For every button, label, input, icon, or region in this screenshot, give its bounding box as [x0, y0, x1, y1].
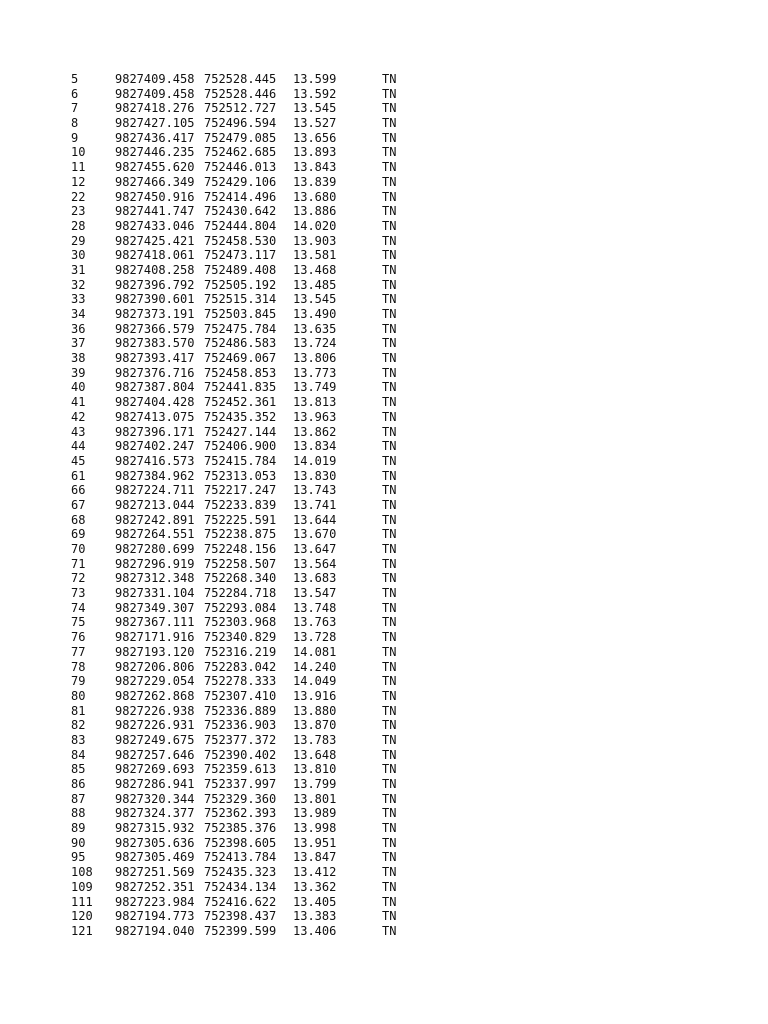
point-code-cell: TN [382, 512, 397, 527]
elevation-cell: 13.763 [293, 615, 337, 630]
point-id-cell: 70 [71, 542, 86, 556]
easting-cell: 752336.903 [204, 718, 277, 733]
elevation-cell: 13.870 [293, 718, 337, 733]
point-code-cell: TN [382, 262, 397, 277]
point-id-cell: 82 [71, 718, 86, 733]
northing-cell: 9827269.693 [115, 762, 195, 777]
point-code-cell: TN [382, 894, 397, 909]
northing-cell: 9827418.061 [115, 248, 195, 263]
easting-cell: 752462.685 [204, 145, 277, 160]
point-code-cell: TN [382, 174, 397, 189]
easting-cell: 752458.530 [204, 233, 277, 248]
point-code-cell: TN [382, 86, 397, 101]
elevation-cell: 13.839 [293, 174, 337, 189]
point-id-cell: 61 [71, 468, 86, 483]
easting-cell: 752248.156 [204, 542, 277, 556]
easting-cell: 752406.900 [204, 439, 277, 454]
point-id-cell: 73 [71, 586, 86, 601]
point-code-cell: TN [382, 791, 397, 806]
point-id-cell: 12 [71, 174, 86, 189]
point-code-cell: TN [382, 542, 397, 556]
northing-cell: 9827226.938 [115, 703, 195, 718]
point-id-cell: 108 [71, 865, 93, 880]
easting-cell: 752284.718 [204, 586, 277, 601]
elevation-cell: 13.405 [293, 894, 337, 909]
northing-cell: 9827257.646 [115, 747, 195, 762]
point-code-cell: TN [382, 777, 397, 791]
northing-cell: 9827242.891 [115, 512, 195, 527]
easting-cell: 752414.496 [204, 189, 277, 204]
point-id-cell: 10 [71, 145, 86, 160]
point-code-cell: TN [382, 835, 397, 850]
point-id-cell: 39 [71, 365, 86, 380]
elevation-cell: 13.680 [293, 189, 337, 204]
northing-cell: 9827249.675 [115, 732, 195, 747]
northing-cell: 9827418.276 [115, 101, 195, 116]
point-id-cell: 90 [71, 835, 86, 850]
point-code-cell: TN [382, 644, 397, 659]
northing-cell: 9827409.458 [115, 86, 195, 101]
point-code-cell: TN [382, 277, 397, 292]
easting-cell: 752313.053 [204, 468, 277, 483]
northing-cell: 9827194.040 [115, 923, 195, 938]
northing-cell: 9827223.984 [115, 894, 195, 909]
northing-cell: 9827264.551 [115, 527, 195, 542]
northing-cell: 9827387.804 [115, 380, 195, 395]
easting-cell: 752496.594 [204, 116, 277, 131]
northing-cell: 9827194.773 [115, 909, 195, 924]
easting-cell: 752413.784 [204, 850, 277, 865]
northing-cell: 9827251.569 [115, 865, 195, 880]
point-id-cell: 77 [71, 644, 86, 659]
elevation-cell: 13.880 [293, 703, 337, 718]
point-code-cell: TN [382, 615, 397, 630]
point-code-cell: TN [382, 439, 397, 454]
northing-cell: 9827396.171 [115, 424, 195, 439]
easting-cell: 752444.804 [204, 218, 277, 233]
easting-cell: 752337.997 [204, 777, 277, 791]
point-id-cell: 37 [71, 336, 86, 351]
point-code-cell: TN [382, 630, 397, 645]
easting-cell: 752505.192 [204, 277, 277, 292]
easting-cell: 752336.889 [204, 703, 277, 718]
elevation-cell: 13.748 [293, 600, 337, 615]
point-id-cell: 30 [71, 248, 86, 263]
northing-cell: 9827404.428 [115, 395, 195, 410]
point-code-cell: TN [382, 703, 397, 718]
northing-cell: 9827441.747 [115, 204, 195, 219]
easting-cell: 752377.372 [204, 732, 277, 747]
point-id-cell: 121 [71, 923, 93, 938]
point-code-cell: TN [382, 762, 397, 777]
easting-cell: 752435.323 [204, 865, 277, 880]
elevation-cell: 13.490 [293, 307, 337, 321]
point-id-cell: 44 [71, 439, 86, 454]
easting-cell: 752441.835 [204, 380, 277, 395]
northing-cell: 9827433.046 [115, 218, 195, 233]
northing-cell: 9827252.351 [115, 879, 195, 894]
easting-cell: 752458.853 [204, 365, 277, 380]
point-code-cell: TN [382, 248, 397, 263]
northing-cell: 9827393.417 [115, 351, 195, 366]
easting-cell: 752238.875 [204, 527, 277, 542]
easting-cell: 752486.583 [204, 336, 277, 351]
northing-cell: 9827408.258 [115, 262, 195, 277]
elevation-cell: 13.564 [293, 556, 337, 571]
point-code-cell: TN [382, 821, 397, 836]
point-code-cell: TN [382, 806, 397, 821]
point-id-cell: 74 [71, 600, 86, 615]
elevation-cell: 13.813 [293, 395, 337, 410]
point-id-cell: 109 [71, 879, 93, 894]
northing-cell: 9827296.919 [115, 556, 195, 571]
northing-cell: 9827224.711 [115, 483, 195, 498]
elevation-cell: 13.485 [293, 277, 337, 292]
northing-cell: 9827396.792 [115, 277, 195, 292]
elevation-cell: 13.648 [293, 747, 337, 762]
elevation-cell: 13.644 [293, 512, 337, 527]
point-code-cell: TN [382, 395, 397, 410]
point-code-cell: TN [382, 600, 397, 615]
elevation-cell: 13.830 [293, 468, 337, 483]
point-id-cell: 76 [71, 630, 86, 645]
elevation-cell: 13.741 [293, 497, 337, 512]
point-id-cell: 43 [71, 424, 86, 439]
point-id-cell: 85 [71, 762, 86, 777]
elevation-cell: 13.806 [293, 351, 337, 366]
elevation-cell: 13.592 [293, 86, 337, 101]
point-id-cell: 33 [71, 292, 86, 307]
point-code-cell: TN [382, 732, 397, 747]
point-code-cell: TN [382, 130, 397, 145]
point-code-cell: TN [382, 189, 397, 204]
point-code-cell: TN [382, 865, 397, 880]
elevation-cell: 13.724 [293, 336, 337, 351]
elevation-cell: 13.963 [293, 409, 337, 424]
easting-cell: 752415.784 [204, 453, 277, 468]
point-code-cell: TN [382, 556, 397, 571]
elevation-cell: 13.527 [293, 116, 337, 131]
elevation-cell: 13.903 [293, 233, 337, 248]
point-id-cell: 88 [71, 806, 86, 821]
elevation-cell: 13.773 [293, 365, 337, 380]
easting-cell: 752469.067 [204, 351, 277, 366]
northing-cell: 9827402.247 [115, 439, 195, 454]
point-id-cell: 69 [71, 527, 86, 542]
point-code-cell: TN [382, 850, 397, 865]
point-code-cell: TN [382, 204, 397, 219]
point-code-cell: TN [382, 483, 397, 498]
northing-cell: 9827409.458 [115, 72, 195, 86]
point-code-cell: TN [382, 688, 397, 703]
northing-cell: 9827416.573 [115, 453, 195, 468]
point-id-cell: 29 [71, 233, 86, 248]
northing-cell: 9827373.191 [115, 307, 195, 321]
point-code-cell: TN [382, 218, 397, 233]
elevation-cell: 13.383 [293, 909, 337, 924]
point-id-cell: 95 [71, 850, 86, 865]
point-id-cell: 8 [71, 116, 79, 131]
northing-cell: 9827383.570 [115, 336, 195, 351]
elevation-cell: 13.893 [293, 145, 337, 160]
northing-cell: 9827436.417 [115, 130, 195, 145]
easting-cell: 752303.968 [204, 615, 277, 630]
point-code-cell: TN [382, 747, 397, 762]
northing-cell: 9827390.601 [115, 292, 195, 307]
northing-cell: 9827206.806 [115, 659, 195, 674]
northing-cell: 9827427.105 [115, 116, 195, 131]
point-id-cell: 5 [71, 72, 79, 86]
easting-cell: 752430.642 [204, 204, 277, 219]
easting-cell: 752385.376 [204, 821, 277, 836]
point-code-cell: TN [382, 101, 397, 116]
point-id-cell: 31 [71, 262, 86, 277]
northing-cell: 9827229.054 [115, 674, 195, 689]
northing-cell: 9827367.111 [115, 615, 195, 630]
point-id-cell: 84 [71, 747, 86, 762]
elevation-cell: 13.545 [293, 292, 337, 307]
easting-cell: 752416.622 [204, 894, 277, 909]
point-id-cell: 86 [71, 777, 86, 791]
easting-cell: 752268.340 [204, 571, 277, 586]
northing-cell: 9827171.916 [115, 630, 195, 645]
elevation-cell: 14.020 [293, 218, 337, 233]
elevation-cell: 13.656 [293, 130, 337, 145]
elevation-cell: 13.749 [293, 380, 337, 395]
easting-cell: 752398.605 [204, 835, 277, 850]
point-id-cell: 66 [71, 483, 86, 498]
easting-cell: 752362.393 [204, 806, 277, 821]
northing-cell: 9827280.699 [115, 542, 195, 556]
easting-cell: 752278.333 [204, 674, 277, 689]
elevation-cell: 13.647 [293, 542, 337, 556]
point-code-cell: TN [382, 160, 397, 175]
point-code-cell: TN [382, 233, 397, 248]
easting-cell: 752479.085 [204, 130, 277, 145]
northing-cell: 9827455.620 [115, 160, 195, 175]
northing-cell: 9827376.716 [115, 365, 195, 380]
elevation-cell: 14.049 [293, 674, 337, 689]
point-id-cell: 67 [71, 497, 86, 512]
northing-cell: 9827193.120 [115, 644, 195, 659]
easting-cell: 752225.591 [204, 512, 277, 527]
easting-cell: 752316.219 [204, 644, 277, 659]
point-code-cell: TN [382, 321, 397, 336]
point-code-cell: TN [382, 879, 397, 894]
point-id-cell: 68 [71, 512, 86, 527]
easting-cell: 752293.084 [204, 600, 277, 615]
easting-cell: 752359.613 [204, 762, 277, 777]
elevation-cell: 13.862 [293, 424, 337, 439]
elevation-cell: 13.581 [293, 248, 337, 263]
point-code-cell: TN [382, 307, 397, 321]
elevation-cell: 13.362 [293, 879, 337, 894]
elevation-cell: 13.412 [293, 865, 337, 880]
point-id-cell: 41 [71, 395, 86, 410]
easting-cell: 752512.727 [204, 101, 277, 116]
point-code-cell: TN [382, 453, 397, 468]
point-id-cell: 45 [71, 453, 86, 468]
easting-cell: 752399.599 [204, 923, 277, 938]
point-id-cell: 87 [71, 791, 86, 806]
northing-cell: 9827286.941 [115, 777, 195, 791]
point-code-cell: TN [382, 145, 397, 160]
northing-cell: 9827466.349 [115, 174, 195, 189]
point-id-cell: 83 [71, 732, 86, 747]
northing-cell: 9827305.636 [115, 835, 195, 850]
point-code-cell: TN [382, 527, 397, 542]
point-code-cell: TN [382, 586, 397, 601]
point-code-cell: TN [382, 336, 397, 351]
easting-cell: 752217.247 [204, 483, 277, 498]
easting-cell: 752429.106 [204, 174, 277, 189]
easting-cell: 752489.408 [204, 262, 277, 277]
northing-cell: 9827213.044 [115, 497, 195, 512]
point-id-cell: 9 [71, 130, 79, 145]
point-code-cell: TN [382, 468, 397, 483]
point-id-cell: 11 [71, 160, 86, 175]
point-id-cell: 38 [71, 351, 86, 366]
easting-cell: 752258.507 [204, 556, 277, 571]
northing-cell: 9827446.235 [115, 145, 195, 160]
point-id-cell: 81 [71, 703, 86, 718]
elevation-cell: 13.989 [293, 806, 337, 821]
easting-cell: 752435.352 [204, 409, 277, 424]
point-id-cell: 32 [71, 277, 86, 292]
elevation-cell: 13.916 [293, 688, 337, 703]
elevation-cell: 13.799 [293, 777, 337, 791]
elevation-cell: 14.081 [293, 644, 337, 659]
elevation-cell: 13.843 [293, 160, 337, 175]
point-id-cell: 22 [71, 189, 86, 204]
elevation-cell: 13.743 [293, 483, 337, 498]
elevation-cell: 13.783 [293, 732, 337, 747]
point-id-cell: 89 [71, 821, 86, 836]
northing-cell: 9827450.916 [115, 189, 195, 204]
northing-cell: 9827384.962 [115, 468, 195, 483]
elevation-cell: 13.468 [293, 262, 337, 277]
northing-cell: 9827366.579 [115, 321, 195, 336]
point-code-cell: TN [382, 497, 397, 512]
point-code-cell: TN [382, 409, 397, 424]
point-id-cell: 111 [71, 894, 93, 909]
point-id-cell: 7 [71, 101, 79, 116]
elevation-cell: 14.240 [293, 659, 337, 674]
point-id-cell: 72 [71, 571, 86, 586]
point-code-cell: TN [382, 424, 397, 439]
easting-cell: 752528.445 [204, 72, 277, 86]
point-id-cell: 40 [71, 380, 86, 395]
point-id-cell: 6 [71, 86, 79, 101]
point-id-cell: 71 [71, 556, 86, 571]
elevation-cell: 13.801 [293, 791, 337, 806]
easting-cell: 752340.829 [204, 630, 277, 645]
easting-cell: 752434.134 [204, 879, 277, 894]
point-id-cell: 34 [71, 307, 86, 321]
easting-cell: 752427.144 [204, 424, 277, 439]
point-code-cell: TN [382, 674, 397, 689]
elevation-cell: 13.635 [293, 321, 337, 336]
point-code-cell: TN [382, 380, 397, 395]
elevation-cell: 13.547 [293, 586, 337, 601]
northing-cell: 9827305.469 [115, 850, 195, 865]
elevation-cell: 14.019 [293, 453, 337, 468]
northing-cell: 9827315.932 [115, 821, 195, 836]
point-code-cell: TN [382, 571, 397, 586]
easting-cell: 752528.446 [204, 86, 277, 101]
elevation-cell: 13.545 [293, 101, 337, 116]
easting-cell: 752446.013 [204, 160, 277, 175]
point-code-cell: TN [382, 659, 397, 674]
elevation-cell: 13.683 [293, 571, 337, 586]
northing-cell: 9827312.348 [115, 571, 195, 586]
easting-cell: 752233.839 [204, 497, 277, 512]
point-id-cell: 120 [71, 909, 93, 924]
point-id-cell: 80 [71, 688, 86, 703]
easting-cell: 752283.042 [204, 659, 277, 674]
northing-cell: 9827349.307 [115, 600, 195, 615]
northing-cell: 9827413.075 [115, 409, 195, 424]
northing-cell: 9827331.104 [115, 586, 195, 601]
elevation-cell: 13.599 [293, 72, 337, 86]
point-code-cell: TN [382, 909, 397, 924]
elevation-cell: 13.847 [293, 850, 337, 865]
elevation-cell: 13.886 [293, 204, 337, 219]
point-id-cell: 42 [71, 409, 86, 424]
point-id-cell: 36 [71, 321, 86, 336]
point-id-cell: 79 [71, 674, 86, 689]
elevation-cell: 13.998 [293, 821, 337, 836]
elevation-cell: 13.951 [293, 835, 337, 850]
easting-cell: 752329.360 [204, 791, 277, 806]
point-id-cell: 75 [71, 615, 86, 630]
point-code-cell: TN [382, 923, 397, 938]
point-code-cell: TN [382, 116, 397, 131]
point-id-cell: 23 [71, 204, 86, 219]
easting-cell: 752475.784 [204, 321, 277, 336]
elevation-cell: 13.810 [293, 762, 337, 777]
northing-cell: 9827320.344 [115, 791, 195, 806]
elevation-cell: 13.728 [293, 630, 337, 645]
point-code-cell: TN [382, 292, 397, 307]
elevation-cell: 13.670 [293, 527, 337, 542]
point-id-cell: 78 [71, 659, 86, 674]
point-code-cell: TN [382, 351, 397, 366]
northing-cell: 9827425.421 [115, 233, 195, 248]
point-code-cell: TN [382, 72, 397, 86]
easting-cell: 752390.402 [204, 747, 277, 762]
easting-cell: 752307.410 [204, 688, 277, 703]
point-code-cell: TN [382, 365, 397, 380]
point-code-cell: TN [382, 718, 397, 733]
easting-cell: 752473.117 [204, 248, 277, 263]
northing-cell: 9827262.868 [115, 688, 195, 703]
elevation-cell: 13.834 [293, 439, 337, 454]
easting-cell: 752452.361 [204, 395, 277, 410]
elevation-cell: 13.406 [293, 923, 337, 938]
northing-cell: 9827324.377 [115, 806, 195, 821]
easting-cell: 752515.314 [204, 292, 277, 307]
northing-cell: 9827226.931 [115, 718, 195, 733]
easting-cell: 752398.437 [204, 909, 277, 924]
point-id-cell: 28 [71, 218, 86, 233]
easting-cell: 752503.845 [204, 307, 277, 321]
